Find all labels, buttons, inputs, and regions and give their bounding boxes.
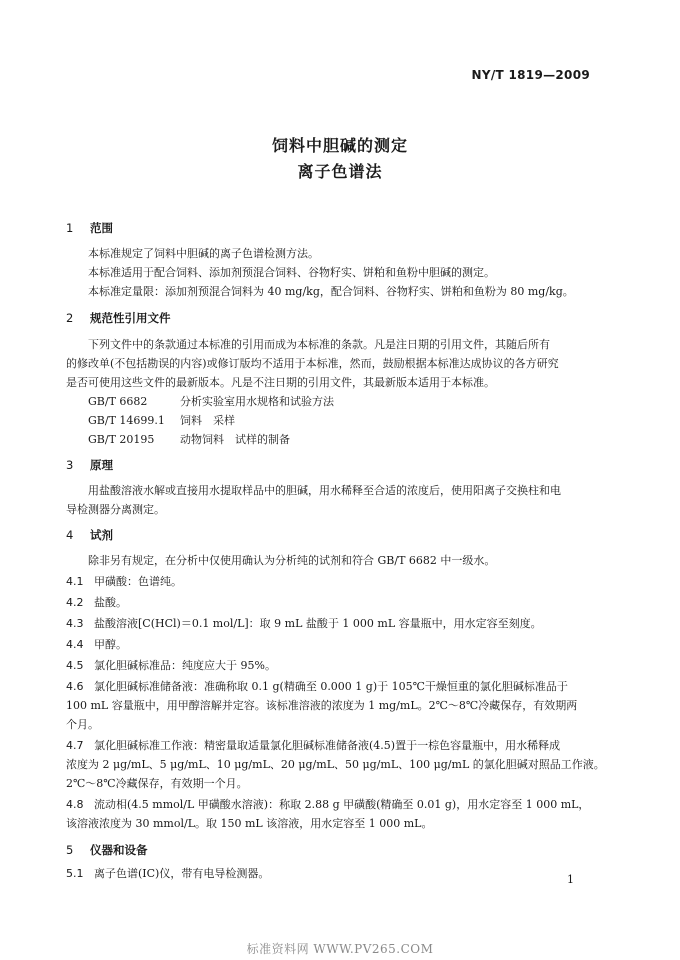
clause-text-line: 100 mL 容量瓶中，用甲醇溶解并定容。该标准溶液的浓度为 1 mg/mL。2℃～8℃冷藏保存，有效期两 (66, 699, 578, 712)
section-title: 试剂 (90, 528, 113, 542)
clause-number: 4.1 (66, 575, 84, 588)
section-number: 5 (66, 843, 74, 857)
clause-number: 4.3 (66, 617, 84, 630)
clause-4-2 (66, 593, 127, 612)
paragraph-line: 的修改单(不包括勘误的内容)或修订版均不适用于本标准，然而，鼓励根据本标准达成协议的各方研究 (66, 357, 559, 370)
reference-title: 动物饲料 试样的制备 (180, 433, 290, 446)
paragraph-line: 用盐酸溶液水解或直接用水提取样品中的胆碱，用水稀释至合适的浓度后，使用阳离子交换柱和电 (88, 484, 561, 497)
page-number: 1 (567, 873, 574, 886)
clause-number: 4.2 (66, 596, 84, 609)
clause-number: 4.4 (66, 638, 84, 651)
clause-4-6 (66, 677, 568, 696)
reference-code: GB/T 14699.1 (88, 414, 165, 427)
document-subtitle: 离子色谱法 (297, 162, 383, 181)
section-number: 2 (66, 311, 74, 325)
reference-item (88, 411, 235, 430)
section-3-heading (66, 457, 113, 473)
clause-text: 盐酸。 (94, 596, 127, 609)
section-5-heading (66, 842, 148, 858)
section-number: 4 (66, 528, 74, 542)
clause-4-1 (66, 572, 182, 591)
section-1-heading (66, 220, 113, 236)
paragraph: 本标准规定了饲料中胆碱的离子色谱检测方法。 (88, 247, 319, 260)
paragraph-line: 导检测器分离测定。 (66, 503, 165, 516)
clause-number: 4.6 (66, 680, 84, 693)
clause-4-3 (66, 614, 542, 633)
section-4-heading (66, 527, 113, 543)
clause-text: 氯化胆碱标准储备液：准确称取 0.1 g(精确至 0.000 1 g)于 105℃干燥恒重的氯化胆碱标准品于 (94, 680, 568, 693)
footer-watermark: 标准资料网 WWW.PV265.COM (246, 942, 434, 956)
paragraph: 本标准适用于配合饲料、添加剂预混合饲料、谷物籽实、饼粕和鱼粉中胆碱的测定。 (88, 266, 495, 279)
clause-text: 盐酸溶液[C(HCl)＝0.1 mol/L]：取 9 mL 盐酸于 1 000 mL 容量瓶中，用水定容至刻度。 (94, 617, 542, 630)
section-number: 1 (66, 221, 74, 235)
paragraph-line: 下列文件中的条款通过本标准的引用而成为本标准的条款。凡是注日期的引用文件，其随后所有 (88, 338, 550, 351)
clause-text: 流动相(4.5 mmol/L 甲磺酸水溶液)：称取 2.88 g 甲磺酸(精确至 0.01 g)，用水定容至 1 000 mL， (94, 798, 590, 811)
clause-text: 离子色谱(IC)仪，带有电导检测器。 (94, 867, 270, 880)
section-title: 范围 (90, 221, 113, 235)
section-title: 原理 (90, 458, 113, 472)
reference-code: GB/T 6682 (88, 395, 148, 408)
clause-4-8 (66, 795, 589, 814)
reference-code: GB/T 20195 (88, 433, 155, 446)
reference-title: 饲料 采样 (180, 414, 235, 427)
clause-number: 4.5 (66, 659, 84, 672)
clause-text: 氯化胆碱标准工作液：精密量取适量氯化胆碱标准储备液(4.5)置于一棕色容量瓶中，用水稀释成 (94, 739, 561, 752)
paragraph: 除非另有规定，在分析中仅使用确认为分析纯的试剂和符合 GB/T 6682 中一级水。 (88, 554, 496, 567)
clause-5-1 (66, 864, 269, 883)
standard-code: NY/T 1819—2009 (471, 68, 590, 82)
section-title: 规范性引用文件 (90, 311, 171, 325)
paragraph-line: 是否可使用这些文件的最新版本。凡是不注日期的引用文件，其最新版本适用于本标准。 (66, 376, 495, 389)
clause-text: 甲醇。 (94, 638, 127, 651)
clause-4-5 (66, 656, 276, 675)
clause-text-line: 个月。 (66, 718, 99, 731)
clause-number: 4.7 (66, 739, 84, 752)
clause-text: 氯化胆碱标准品：纯度应大于 95%。 (94, 659, 276, 672)
section-title: 仪器和设备 (90, 843, 148, 857)
reference-item (88, 392, 334, 411)
clause-number: 5.1 (66, 867, 84, 880)
document-title: 饲料中胆碱的测定 (271, 136, 408, 155)
clause-text-line: 2℃～8℃冷藏保存，有效期一个月。 (66, 777, 248, 790)
section-number: 3 (66, 458, 74, 472)
clause-text-line: 浓度为 2 μg/mL、5 μg/mL、10 μg/mL、20 μg/mL、50 μg/mL、100 μg/mL 的氯化胆碱对照品工作液。 (66, 758, 605, 771)
clause-number: 4.8 (66, 798, 84, 811)
clause-text: 甲磺酸：色谱纯。 (94, 575, 182, 588)
clause-4-4 (66, 635, 127, 654)
reference-title: 分析实验室用水规格和试验方法 (180, 395, 334, 408)
paragraph: 本标准定量限：添加剂预混合饲料为 40 mg/kg，配合饲料、谷物籽实、饼粕和鱼粉为 80 mg/kg。 (88, 285, 574, 298)
clause-4-7 (66, 736, 560, 755)
clause-text-line: 该溶液浓度为 30 mmol/L。取 150 mL 该溶液，用水定容至 1 000 mL。 (66, 817, 433, 830)
reference-item (88, 430, 290, 449)
section-2-heading (66, 310, 171, 326)
